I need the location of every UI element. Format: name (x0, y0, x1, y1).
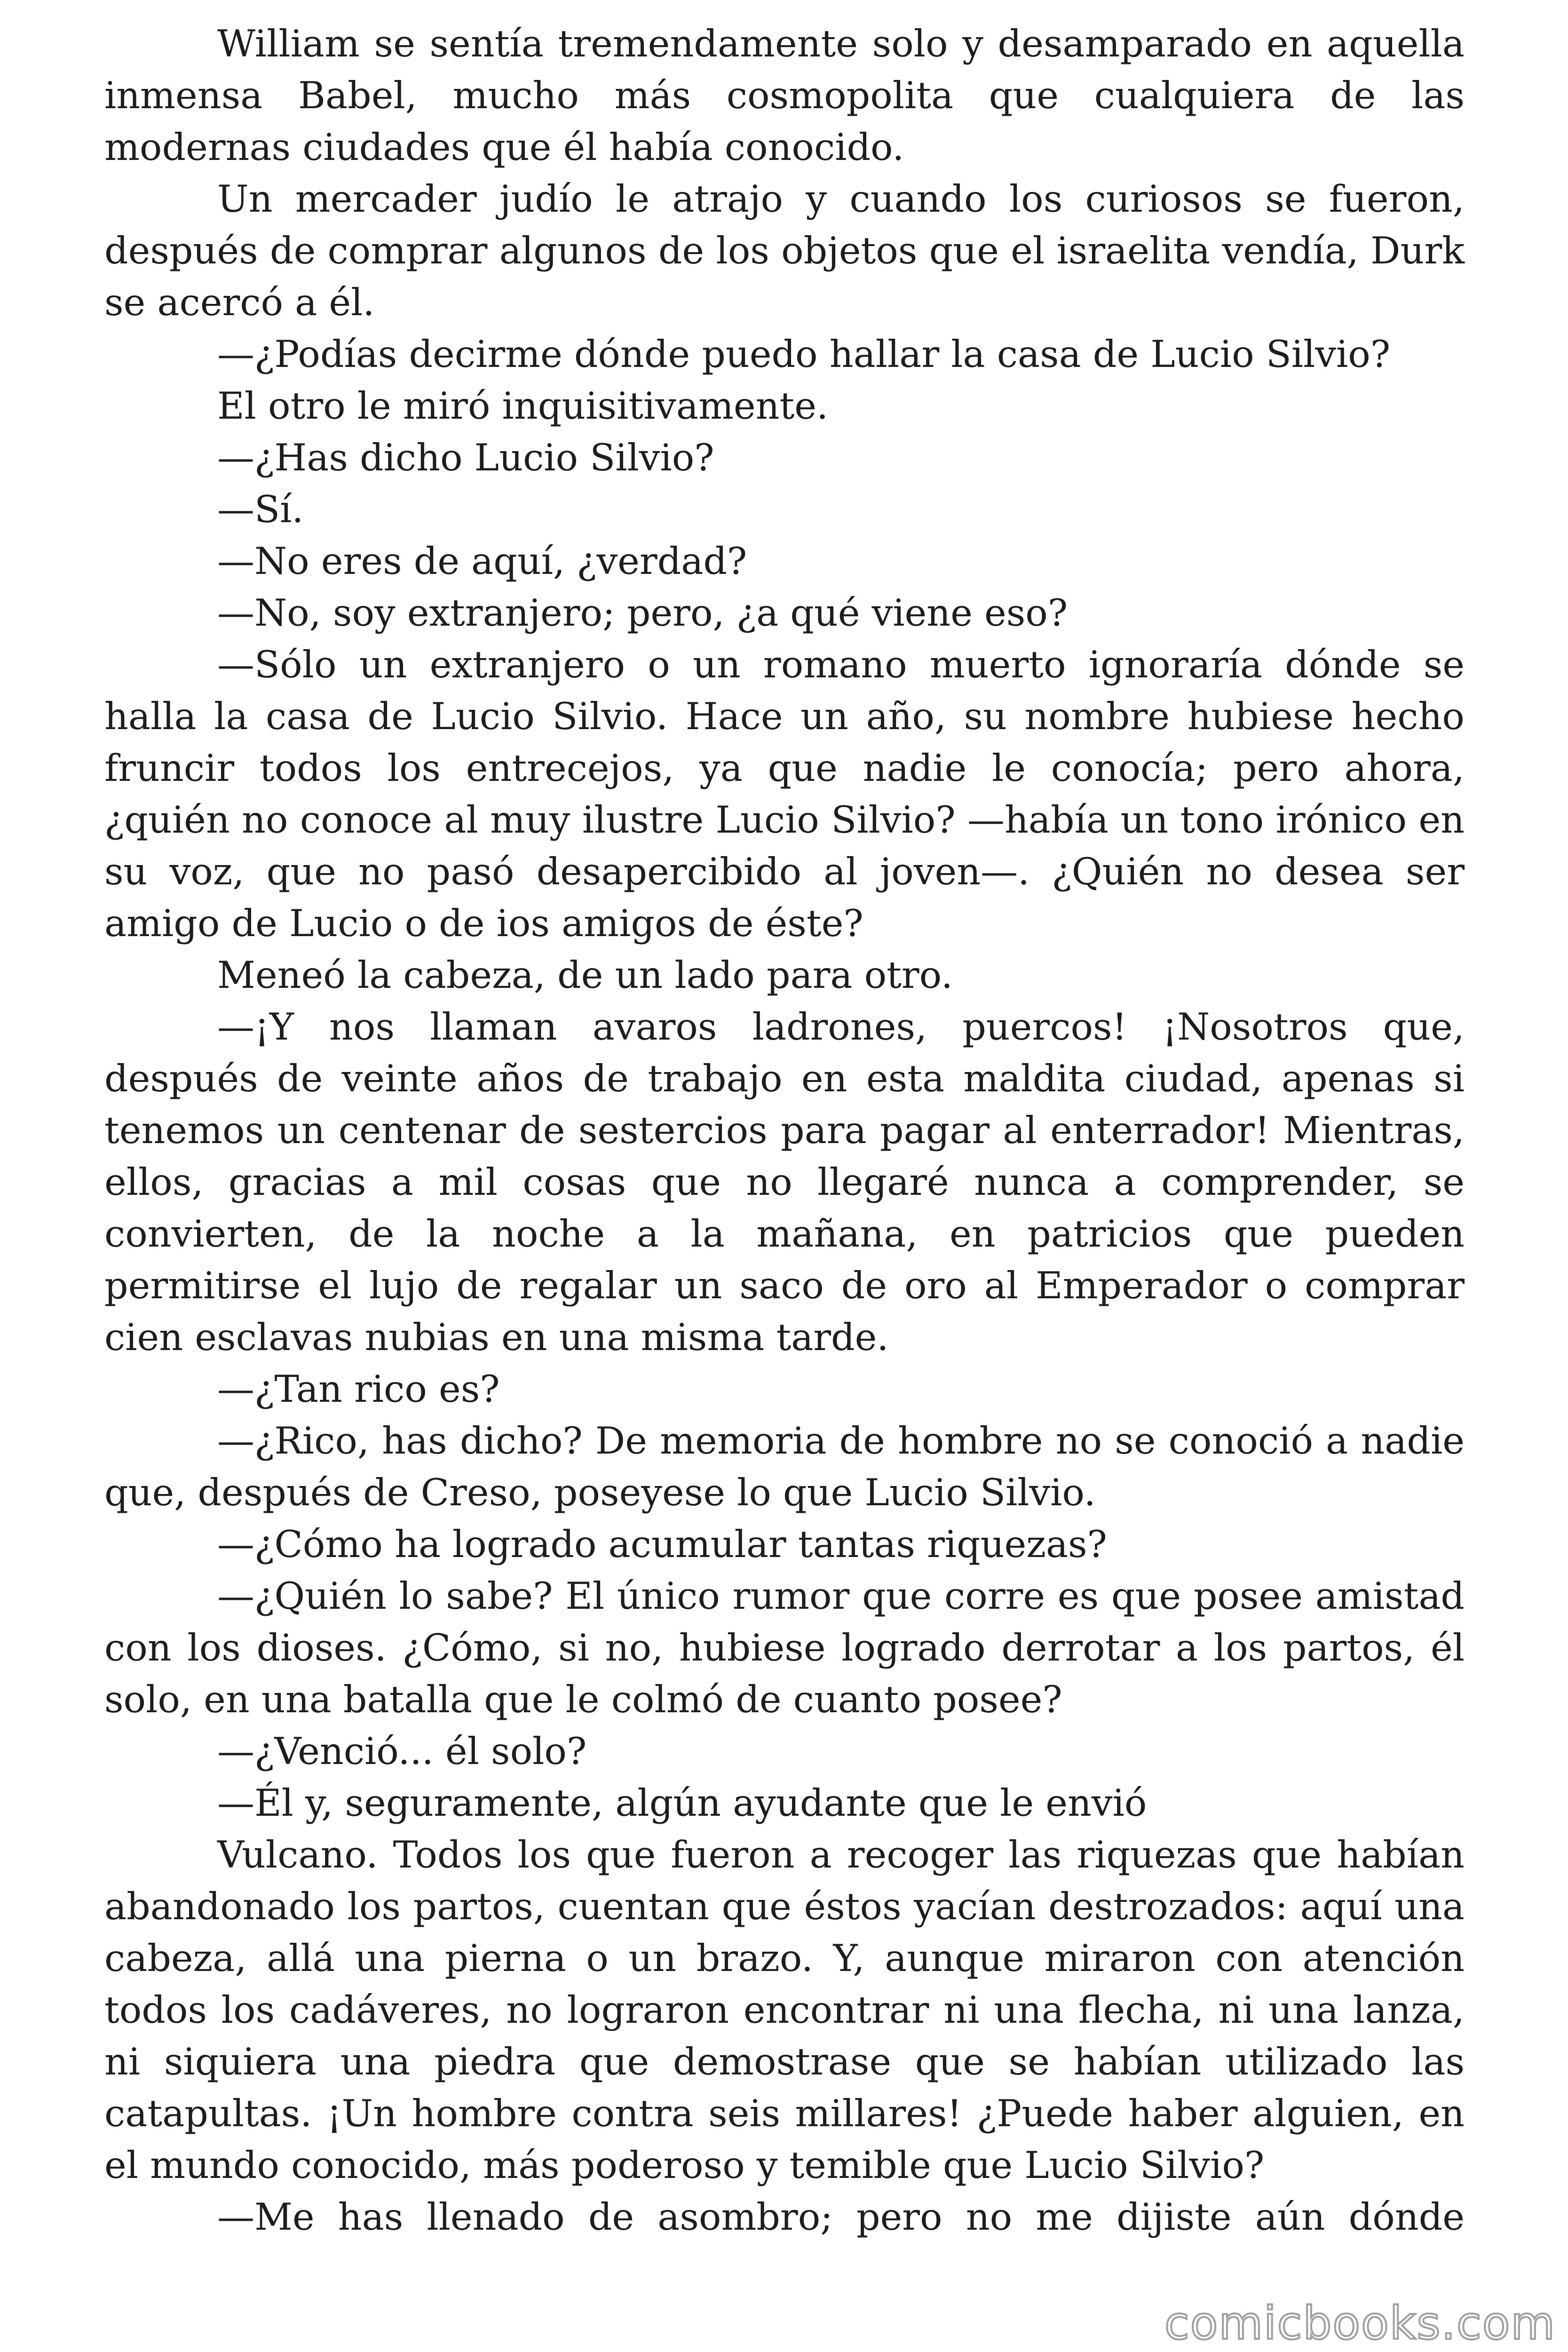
book-page (104, 0, 1465, 2352)
paragraph: —Sólo un extranjero o un romano muerto ignoraría dónde se halla la casa de Lucio Silvio. Hace un año, su nombre hubiese hecho fruncir todos los entrecejos, ya que nadie le conocía; pero ahora, ¿quién no conoce al muy ilustre Lucio Silvio? —había un tono irónico en su voz, que no pasó desapercibido al joven—. ¿Quién no desea ser amigo de Lucio o de ios amigos de éste? (104, 643, 1465, 945)
paragraph: —No, soy extranjero; pero, ¿a qué viene eso? (217, 591, 1068, 635)
paragraph: —¿Podías decirme dónde puedo hallar la casa de Lucio Silvio? (217, 333, 1391, 376)
paragraph: William se sentía tremendamente solo y desamparado en aquella inmensa Babel, mucho más cosmopolita que cualquiera de las modernas ciudades que él había conocido. (104, 22, 1465, 169)
paragraph: —¿Quién lo sabe? El único rumor que corre es que posee amistad con los dioses. ¿Cómo, si no, hubiese logrado derrotar a los partos, él solo, en una batalla que le colmó de cuanto posee? (104, 1574, 1465, 1721)
paragraph: —¿Has dicho Lucio Silvio? (217, 436, 714, 479)
paragraph: —Me has llenado de asombro; pero no me dijiste aún dónde (217, 2195, 1465, 2239)
paragraph: Vulcano. Todos los que fueron a recoger las riquezas que habían abandonado los partos, cuentan que éstos yacían destrozados: aquí una cabeza, allá una pierna o un brazo. Y, aunque miraron con atención todos los cadáveres, no lograron encontrar ni una flecha, ni una lanza, ni siquiera una piedra que demostrase que se habían utilizado las catapultas. ¡Un hombre contra seis millares! ¿Puede haber alguien, en el mundo conocido, más poderoso y temible que Lucio Silvio? (104, 1833, 1465, 2187)
paragraph: —No eres de aquí, ¿verdad? (217, 540, 747, 583)
paragraph: —¿Rico, has dicho? De memoria de hombre no se conoció a nadie que, después de Creso, poseyese lo que Lucio Silvio. (104, 1419, 1465, 1514)
paragraph: —¡Y nos llaman avaros ladrones, puercos! ¡Nosotros que, después de veinte años de trabajo en esta maldita ciudad, apenas si tenemos un centenar de sestercios para pagar al enterrador! Mientras, ellos, gracias a mil cosas que no llegaré nunca a comprender, se convierten, de la noche a la mañana, en patricios que pueden permitirse el lujo de regalar un saco de oro al Emperador o comprar cien esclavas nubias en una misma tarde. (104, 1005, 1465, 1359)
paragraph: Meneó la cabeza, de un lado para otro. (217, 954, 953, 997)
paragraph: —¿Cómo ha logrado acumular tantas riquezas? (217, 1523, 1107, 1566)
paragraph: —¿Venció... él solo? (217, 1730, 587, 1773)
paragraph: Un mercader judío le atrajo y cuando los curiosos se fueron, después de comprar algunos de los objetos que el israelita vendía, Durk se acercó a él. (104, 177, 1465, 324)
paragraph: —¿Tan rico es? (217, 1367, 500, 1411)
paragraph: —Sí. (217, 488, 304, 531)
paragraph: —Él y, seguramente, algún ayudante que le envió (217, 1781, 1147, 1825)
watermark: comicbooks.com (1164, 2297, 1556, 2350)
paragraph: El otro le miró inquisitivamente. (217, 384, 829, 428)
